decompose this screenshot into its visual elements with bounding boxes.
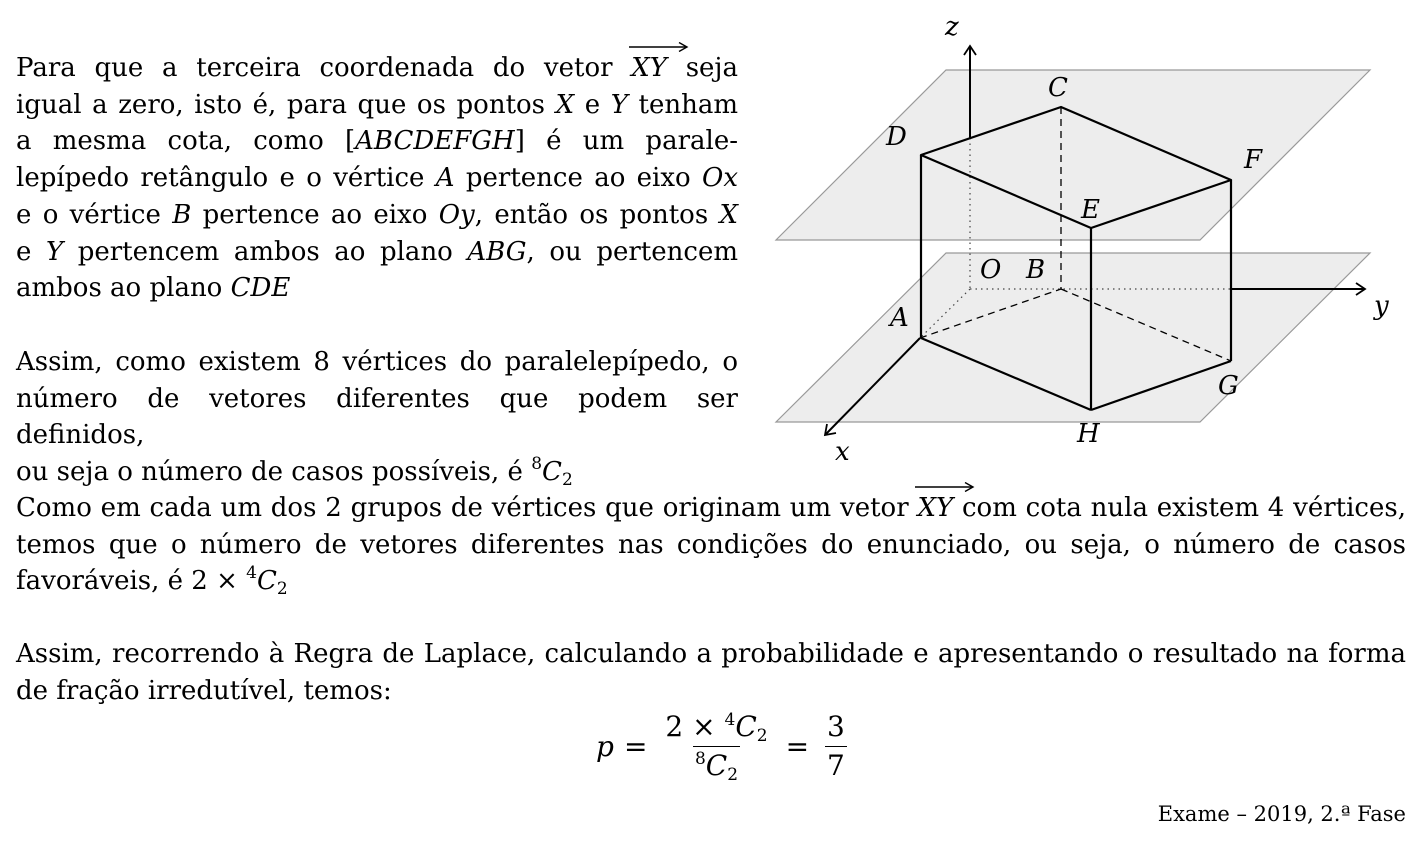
vertex-label-d: D	[886, 122, 907, 152]
text: e	[16, 236, 46, 267]
fraction-numerator: 3	[827, 709, 845, 743]
vertex-label-o: O	[980, 255, 1002, 285]
superscript: 4	[246, 563, 257, 584]
paragraph-4-line-1: Assim, recorrendo à Regra de Laplace, calculando a probabilidade e apresentando o resultado na forma	[16, 639, 1406, 669]
math-var: C	[735, 709, 757, 743]
text: 2 ×	[665, 709, 725, 743]
text: tenham	[627, 89, 738, 120]
math-var: Y	[610, 89, 628, 120]
math-var: ABCDEFGH	[355, 126, 515, 157]
fraction-combinations	[663, 709, 769, 785]
paragraph-3-line-1	[16, 490, 1406, 527]
vector-arrow-icon	[629, 42, 689, 52]
math-var: A	[435, 163, 455, 194]
axis-label-x: x	[835, 437, 850, 467]
text: igual a zero, isto é, para que os pontos	[16, 89, 556, 120]
vertex-label-b: B	[1026, 255, 1046, 285]
subscript: 2	[727, 764, 739, 785]
paragraph-2-line-2: número de vetores diferentes que podem ser definidos,	[16, 383, 738, 451]
paragraph-3-line-2: temos que o número de vetores diferentes nas condições do enunciado, ou seja, o número de casos	[16, 529, 1406, 560]
math-var: p	[596, 729, 614, 763]
paragraph-2-line-1: Assim, como existem 8 vértices do paralelepípedo, o	[16, 347, 738, 377]
text: ou seja o número de casos possíveis, é	[16, 457, 532, 488]
subscript: 2	[756, 725, 768, 746]
axis-label-y: y	[1374, 291, 1389, 321]
text: pertencem ambos ao plano	[63, 236, 468, 267]
vertex-label-e: E	[1081, 195, 1100, 225]
fraction-result	[825, 709, 847, 782]
paragraph-2-line-3	[16, 454, 738, 491]
vector-label: XY	[631, 53, 667, 83]
math-var: Oy	[438, 199, 475, 230]
math-var: X	[555, 89, 575, 120]
text: pertence ao eixo	[454, 163, 703, 194]
paragraph-1-line-5	[16, 197, 738, 234]
math-var: C	[705, 748, 728, 782]
vertex-label-a: A	[890, 303, 909, 333]
paragraph-3-line-3	[16, 563, 1406, 600]
vertex-label-c: C	[1048, 73, 1068, 103]
math-var: ABG	[467, 236, 527, 267]
text: e o vértice	[16, 199, 173, 230]
subscript: 2	[561, 470, 573, 491]
probability-formula	[596, 706, 853, 786]
plane-cde	[776, 70, 1370, 240]
text: ] é um parale-	[514, 126, 738, 157]
paragraph-1-line-3	[16, 123, 738, 160]
paragraph-1-line-7	[16, 270, 738, 307]
text: , ou pertencem	[526, 236, 738, 267]
text: Como em cada um dos 2 grupos de vértices que originam um vetor	[16, 493, 918, 523]
parallelepiped-figure	[770, 10, 1410, 470]
paragraph-1	[16, 50, 738, 307]
math-var: C	[542, 457, 562, 488]
paragraph-3	[16, 490, 1406, 600]
math-var: CDE	[230, 273, 291, 304]
paragraph-1-line-4	[16, 160, 738, 197]
text: lepípedo retângulo e o vértice	[16, 163, 436, 194]
vertex-label-f: F	[1244, 145, 1263, 175]
text: pertence ao eixo	[191, 199, 439, 230]
math-var: B	[172, 199, 192, 230]
fraction-denominator: 7	[825, 746, 847, 781]
text: ambos ao plano	[16, 273, 231, 304]
math-var: C	[257, 566, 277, 597]
text: favoráveis, é 2 ×	[16, 566, 247, 597]
text: seja	[666, 53, 738, 83]
paragraph-4	[16, 636, 1406, 709]
paragraph-1-line-2	[16, 87, 738, 124]
text: a mesma cota, como [	[16, 126, 356, 157]
vector-label: XY	[917, 493, 954, 523]
axis-label-z: z	[945, 12, 959, 42]
superscript: 8	[694, 748, 706, 769]
source-citation: Exame – 2019, 2.ª Fase	[1157, 802, 1406, 826]
vertex-label-g: G	[1218, 371, 1239, 401]
text: e	[574, 89, 611, 120]
equals-sign: =	[623, 729, 648, 763]
paragraph-1-line-1	[16, 50, 738, 87]
math-var: Ox	[702, 163, 739, 194]
vector-xy	[631, 50, 667, 87]
vertex-label-h: H	[1077, 419, 1100, 449]
vector-xy	[917, 490, 953, 527]
equals-sign: =	[785, 729, 810, 763]
math-var: X	[719, 199, 738, 230]
paragraph-1-line-6	[16, 234, 738, 271]
paragraph-2	[16, 344, 738, 491]
superscript: 4	[724, 709, 736, 730]
subscript: 2	[276, 579, 288, 600]
fraction-denominator	[693, 746, 740, 785]
superscript: 8	[531, 454, 543, 475]
text: Para que a terceira coordenada do vetor	[16, 53, 632, 83]
text: com cota nula existem 4 vértices,	[953, 493, 1406, 523]
plane-abg	[776, 253, 1370, 422]
fraction-numerator	[663, 709, 769, 746]
paragraph-4-line-2: de fração irredutível, temos:	[16, 675, 392, 706]
math-var: Y	[45, 236, 64, 267]
vector-arrow-icon	[915, 482, 975, 492]
text: , então os pontos	[474, 199, 720, 230]
